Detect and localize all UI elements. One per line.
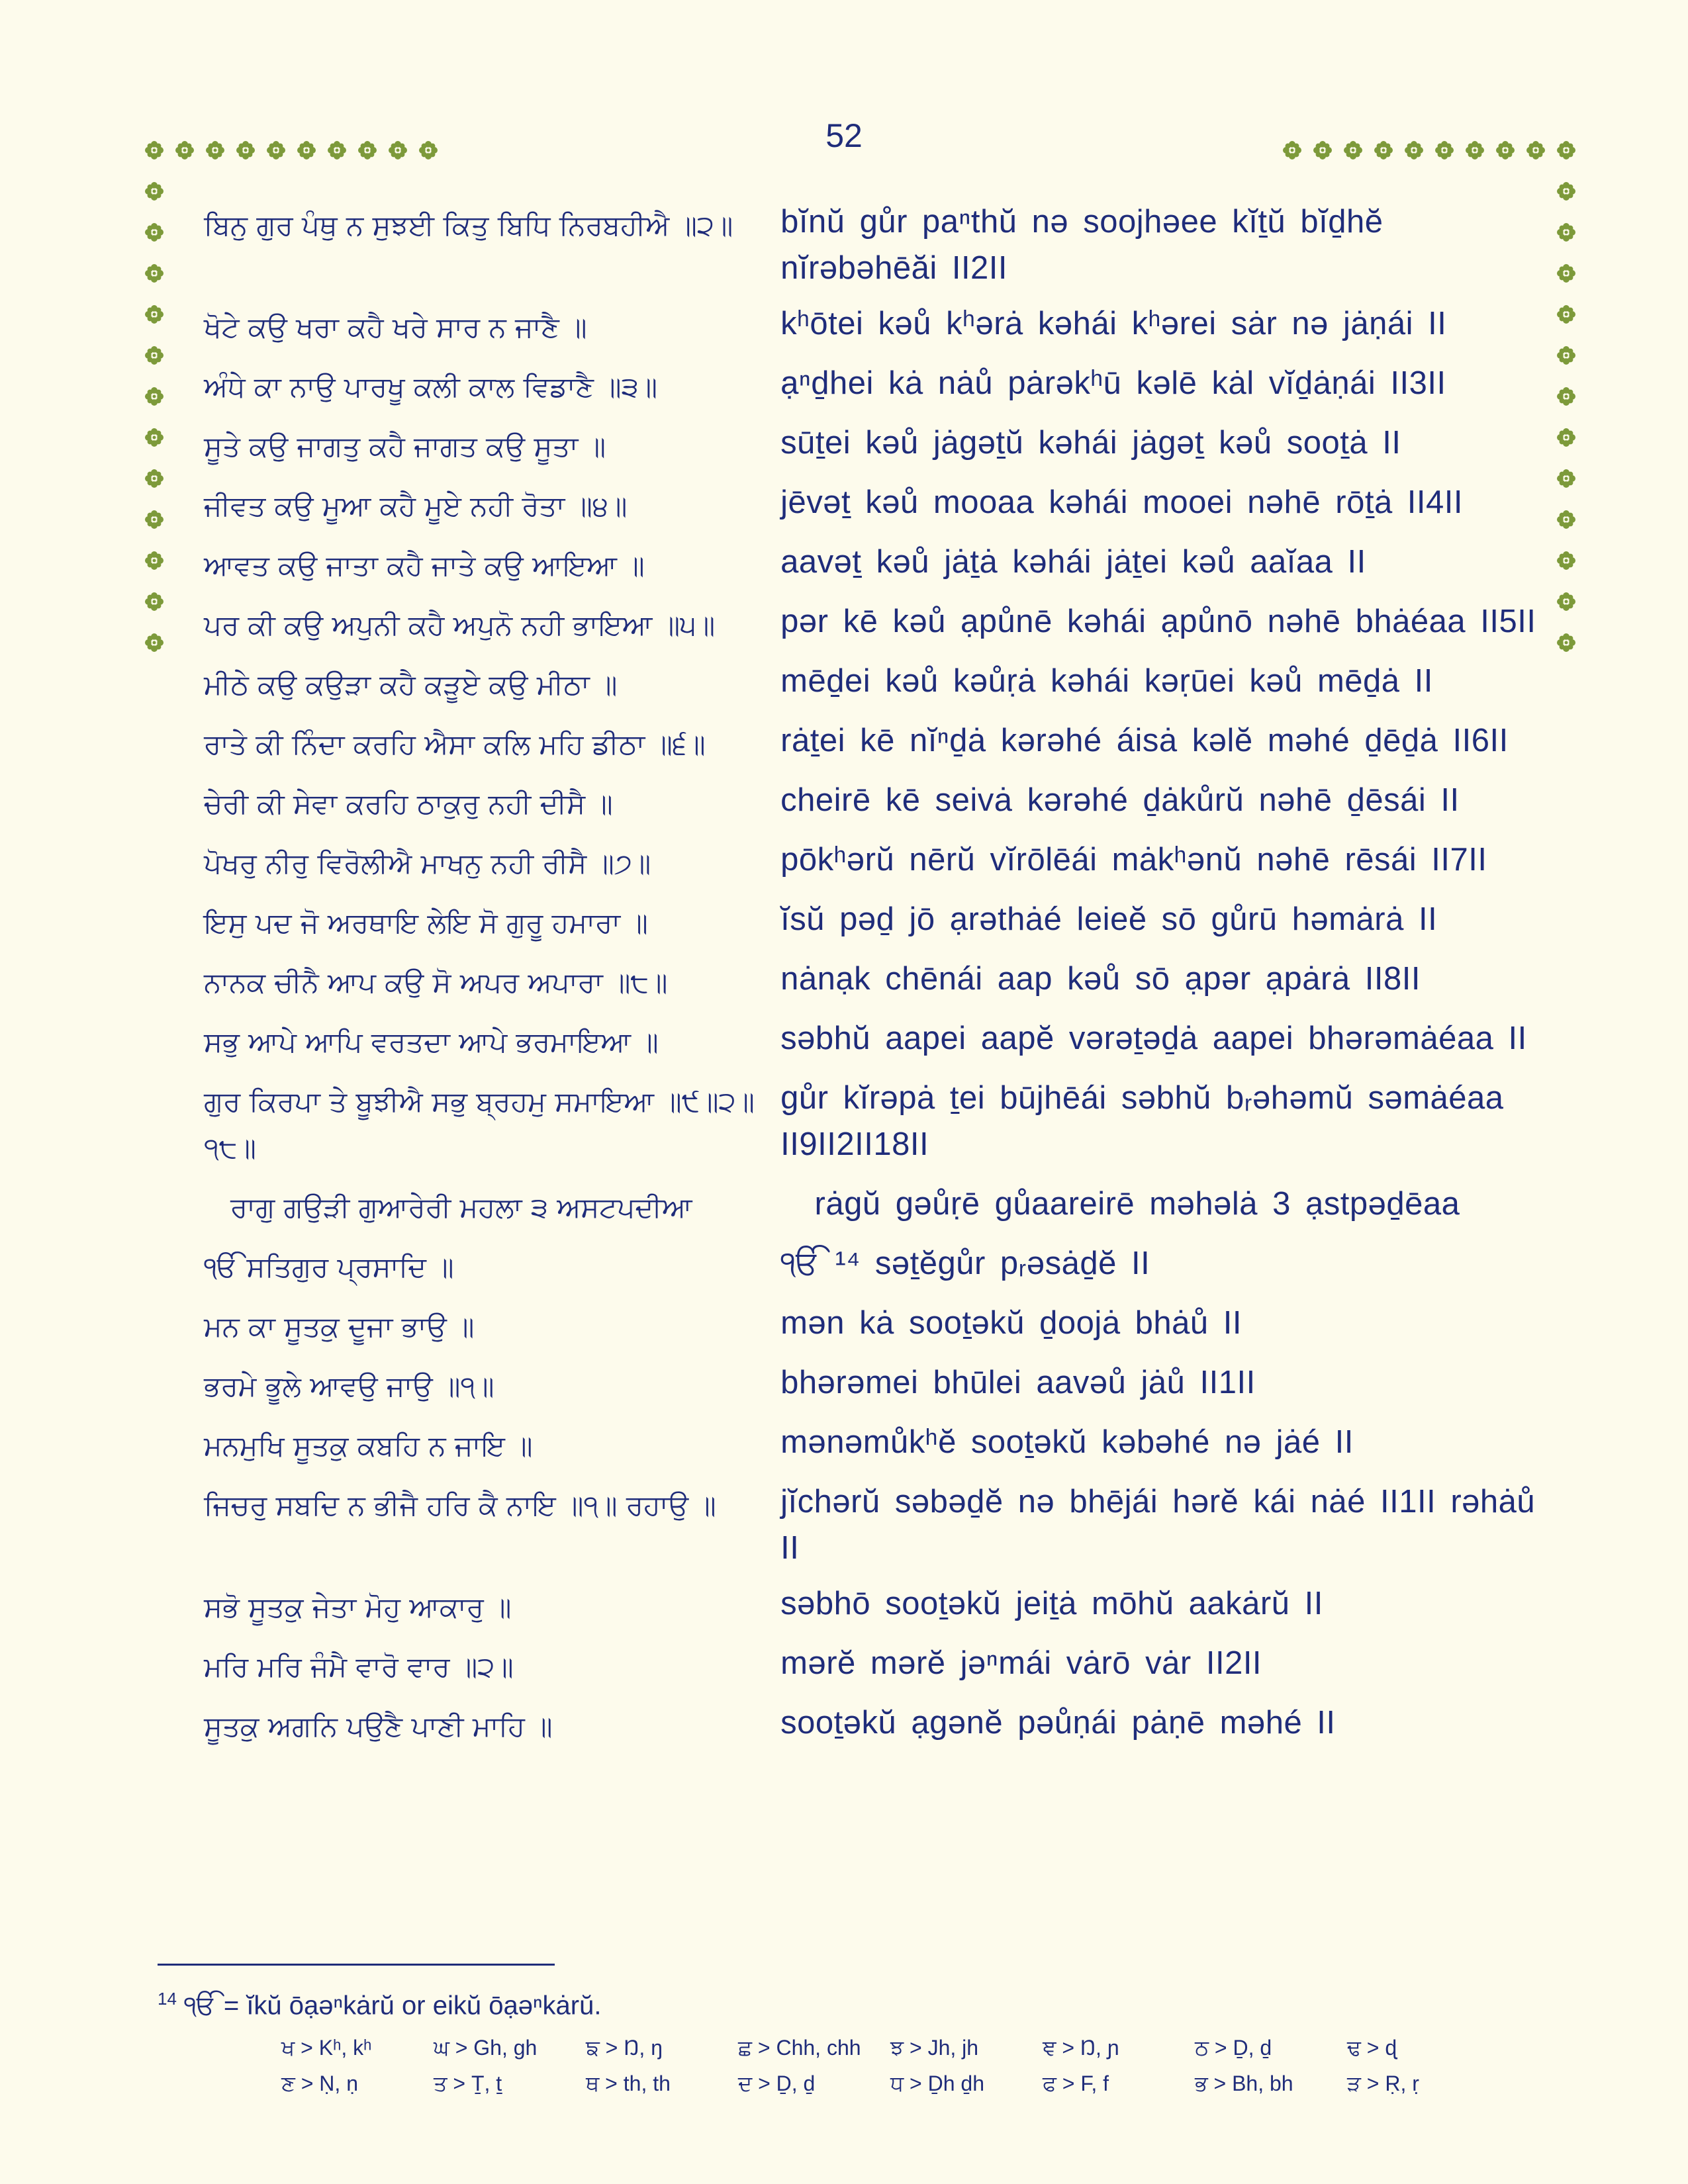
flower-ornament-icon [1343, 140, 1363, 160]
verse-row [204, 1479, 1548, 1571]
flower-ornament-icon [1556, 387, 1576, 406]
transliteration-line: pōkʰərŭ nērŭ vĭrōlēái mȧkʰənŭ nəhē rēsái II7II [780, 842, 1487, 878]
flower-ornament-icon [1556, 181, 1576, 201]
flower-ornament-icon [1526, 140, 1546, 160]
key-entry: ਦ > Ḏ, ḏ [738, 2071, 816, 2095]
key-entry: ਖ > Kʰ, kʰ [281, 2036, 372, 2060]
verse-row [204, 658, 1548, 708]
verse-row [204, 598, 1548, 649]
flower-ornament-icon [144, 181, 164, 201]
key-entry: ਠ > Ḏ, ḏ [1195, 2036, 1272, 2060]
gurmukhi-line: ਸਭੋ ਸੂਤਕੁ ਜੇਤਾ ਮੋਹੁ ਆਕਾਰੁ ॥ [204, 1591, 512, 1623]
transliteration-line: ੴ ¹⁴ səṯĕgůr pᵣəsȧḏĕ II [780, 1246, 1150, 1281]
gurmukhi-line: ਮਰਿ ਮਰਿ ਜੰਮੈ ਵਾਰੋ ਵਾਰ ॥੨॥ [204, 1651, 514, 1683]
verse-row [204, 1015, 1548, 1066]
transliteration-line: jēvəṯ kəů mooaa kəhái mooei nəhē rōṯȧ II4II [780, 484, 1464, 520]
gurmukhi-line: ਮੀਠੇ ਕਉ ਕਉੜਾ ਕਹੈ ਕੜੂਏ ਕਉ ਮੀਠਾ ॥ [204, 668, 618, 701]
gurmukhi-line: ਮਨ ਕਾ ਸੂਤਕੁ ਦੂਜਾ ਭਾਉ ॥ [204, 1310, 475, 1343]
flower-ornament-icon [144, 592, 164, 612]
transliteration-line: gůr kĭrəpȧ ṯei būjhēái səbhŭ bᵣəhəmŭ səmȧéaa II9II2II18II [780, 1080, 1504, 1162]
flower-ornament-icon [297, 140, 316, 160]
transliteration-line: səbhŭ aapei aapĕ vərəṯəḏȧ aapei bhərəmȧéaa II [780, 1021, 1527, 1056]
flower-ornament-icon [144, 222, 164, 242]
flower-ornament-icon [418, 140, 438, 160]
key-entry: ਝ > Jh, jh [890, 2036, 979, 2060]
gurmukhi-line: ਜੀਵਤ ਕਉ ਮੂਆ ਕਹੈ ਮੂਏ ਨਹੀ ਰੋਤਾ ॥੪॥ [204, 490, 628, 522]
key-entry: ਛ > Chh, chh [738, 2036, 861, 2060]
key-entry: ਫ > F, f [1043, 2071, 1109, 2095]
flower-ornament-icon [1282, 140, 1302, 160]
flower-ornament-icon [144, 263, 164, 283]
flower-ornament-icon [144, 510, 164, 529]
flower-ornament-icon [144, 633, 164, 653]
footnote [158, 1979, 601, 2025]
verse-row [204, 1359, 1548, 1410]
transliteration-line: mēḏei kəů kəůṛȧ kəhái kəṛūei kəů mēḏȧ II [780, 663, 1433, 699]
flower-ornament-icon [1374, 140, 1393, 160]
transliteration-line: mənəmůkʰĕ sooṯəkŭ kəbəhé nə jȧé II [780, 1424, 1354, 1460]
flower-ornament-icon [144, 345, 164, 365]
transliteration-line: kʰōtei kəů kʰərȧ kəhái kʰərei sȧr nə jȧṇái II [780, 306, 1447, 341]
gurmukhi-line: ਸਭੁ ਆਪੇ ਆਪਿ ਵਰਤਦਾ ਆਪੇ ਭਰਮਾਇਆ ॥ [204, 1026, 659, 1058]
gurmukhi-line: ਆਵਤ ਕਉ ਜਾਤਾ ਕਹੈ ਜਾਤੇ ਕਉ ਆਇਆ ॥ [204, 549, 645, 582]
flower-ornament-icon [1556, 345, 1576, 365]
transliteration-line: rȧgŭ gəůṛē gůaareirē məhəlȧ 3 ạstpəḏēaa [814, 1186, 1460, 1222]
verse-row [204, 360, 1548, 410]
section-heading-row [204, 1181, 1548, 1231]
flower-ornament-icon [1556, 140, 1576, 160]
gurmukhi-line: ਰਾਤੇ ਕੀ ਨਿੰਦਾ ਕਰਹਿ ਐਸਾ ਕਲਿ ਮਹਿ ਡੀਠਾ ॥੬॥ [204, 728, 706, 760]
flower-ornament-icon [144, 387, 164, 406]
gurmukhi-line: ੴ ਸਤਿਗੁਰ ਪ੍ਰਸਾਦਿ ॥ [204, 1251, 454, 1283]
verse-row [204, 956, 1548, 1006]
key-entry: ਭ > Bh, bh [1195, 2071, 1293, 2095]
footnote-divider [158, 1964, 555, 1966]
flower-ornament-icon [144, 140, 164, 160]
transliteration-line: mən kȧ sooṯəkŭ ḏoojȧ bhȧů II [780, 1305, 1243, 1341]
transliteration-line: sūṯei kəů jȧgəṯŭ kəhái jȧgəṯ kəů sooṯȧ II [780, 425, 1401, 461]
flower-ornament-icon [266, 140, 286, 160]
key-entry: ਢ > ɖ [1347, 2036, 1397, 2060]
transliteration-line: bhərəmei bhūlei aavəů jȧů II1II [780, 1365, 1256, 1400]
gurmukhi-line: ਸੂਤੇ ਕਉ ਜਾਗਤੁ ਕਹੈ ਜਾਗਤ ਕਉ ਸੂਤਾ ॥ [204, 430, 606, 463]
key-entry: ਞ > Ŋ, ɲ [1043, 2036, 1119, 2060]
flower-ornament-icon [144, 428, 164, 447]
verse-row [204, 896, 1548, 946]
flower-ornament-icon [205, 140, 225, 160]
flower-ornament-icon [1556, 633, 1576, 653]
transliteration-line: mərĕ mərĕ jəⁿmái vȧrō vȧr II2II [780, 1645, 1262, 1681]
flower-ornament-icon [144, 304, 164, 324]
page-number: 52 [825, 117, 863, 154]
footnote-text: ੴ = ĭkŭ ōạəⁿkȧrŭ or eikŭ ōạəⁿkȧrŭ. [184, 1991, 602, 2021]
gurmukhi-line: ਨਾਨਕ ਚੀਨੈ ਆਪ ਕਉ ਸੋ ਅਪਰ ਅਪਾਰਾ ॥੮॥ [204, 966, 668, 999]
flower-ornament-icon [236, 140, 256, 160]
key-entry: ਥ > th, th [586, 2071, 671, 2095]
verse-row [204, 420, 1548, 470]
verse-row [204, 300, 1548, 351]
verse-row [204, 717, 1548, 768]
gurmukhi-line: ਅੰਧੇ ਕਾ ਨਾਉ ਪਾਰਖੂ ਕਲੀ ਕਾਲ ਵਿਡਾਣੈ ॥੩॥ [204, 371, 658, 403]
flower-ornament-icon [144, 551, 164, 570]
key-entry: ਧ > Ḏh ḏh [890, 2071, 985, 2095]
gurmukhi-line: ਬਿਨੁ ਗੁਰ ਪੰਥੁ ਨ ਸੁਝਈ ਕਿਤੁ ਬਿਧਿ ਨਿਰਬਹੀਐ ॥੨॥ [204, 209, 733, 242]
flower-ornament-icon [1404, 140, 1424, 160]
transliteration-line: rȧṯei kē nĭⁿḏȧ kərəhé áisȧ kəlĕ məhé ḏēḏȧ II6II [780, 723, 1509, 758]
flower-ornament-icon [1434, 140, 1454, 160]
gurmukhi-line: ਪੋਖਰੁ ਨੀਰੁ ਵਿਰੋਲੀਐ ਮਾਖਨੁ ਨਹੀ ਰੀਸੈ ॥੭॥ [204, 847, 651, 880]
flower-ornament-icon [1556, 551, 1576, 570]
verse-row [204, 199, 1548, 291]
key-entry: ਣ > Ṇ, ṇ [281, 2071, 358, 2095]
flower-ornament-icon [1556, 592, 1576, 612]
transliteration-line: jĭchərŭ səbəḏĕ nə bhējái hərĕ kái nȧé II1II rəhȧů II [780, 1484, 1536, 1566]
flower-ornament-icon [144, 469, 164, 488]
transliteration-line: səbhō sooṯəkŭ jeiṯȧ mōhŭ aakȧrŭ II [780, 1586, 1323, 1621]
key-entry: ਙ > Ŋ, ŋ [586, 2036, 663, 2060]
key-entry: ੜ > Ṛ, ṛ [1347, 2071, 1419, 2095]
verse-row [204, 1640, 1548, 1690]
key-entry: ਘ > Gh, gh [434, 2036, 538, 2060]
flower-ornament-icon [1495, 140, 1515, 160]
verse-row [204, 777, 1548, 827]
gurmukhi-line: ਜਿਚਰੁ ਸਬਦਿ ਨ ਭੀਜੈ ਹਰਿ ਕੈ ਨਾਇ ॥੧॥ ਰਹਾਉ ॥ [204, 1489, 716, 1522]
verse-row [204, 1300, 1548, 1350]
verse-table [204, 199, 1548, 1759]
verse-row [204, 1240, 1548, 1291]
verse-row [204, 1700, 1548, 1750]
transliteration-line: sooṯəkŭ ạgənĕ pəůṇái pȧṇē məhé II [780, 1705, 1336, 1741]
gurmukhi-line: ਪਰ ਕੀ ਕਉ ਅਪੁਨੀ ਕਹੈ ਅਪੁਨੋ ਨਹੀ ਭਾਇਆ ॥੫॥ [204, 609, 716, 641]
transliteration-line: aavəṯ kəů jȧṯȧ kəhái jȧṯei kəů aaĭaa II [780, 544, 1366, 580]
transliteration-key [281, 2032, 1506, 2099]
verse-row [204, 837, 1548, 887]
gurmukhi-line: ਗੁਰ ਕਿਰਪਾ ਤੇ ਬੂਝੀਐ ਸਭੁ ਬ੍ਰਹਮੁ ਸਮਾਇਆ ॥੯॥੨॥੧੮॥ [204, 1085, 755, 1164]
transliteration-line: ạⁿḏhei kȧ nȧů pȧrəkʰū kəlē kȧl vĭḏȧṇái II3II [780, 365, 1446, 401]
key-entry: ਤ > Ṯ, ṯ [434, 2071, 502, 2095]
verse-row [204, 479, 1548, 529]
flower-ornament-icon [1556, 510, 1576, 529]
flower-ornament-icon [1313, 140, 1333, 160]
gurmukhi-line: ਮਨਮੁਖਿ ਸੂਤਕੁ ਕਬਹਿ ਨ ਜਾਇ ॥ [204, 1430, 533, 1462]
gurmukhi-line: ਸੂਤਕੁ ਅਗਨਿ ਪਉਣੈ ਪਾਣੀ ਮਾਹਿ ॥ [204, 1710, 553, 1743]
flower-ornament-icon [1556, 469, 1576, 488]
flower-ornament-icon [1556, 263, 1576, 283]
transliteration-line: nȧnạk chēnái aap kəů sō ạpər ạpȧrȧ II8II [780, 961, 1421, 997]
flower-ornament-icon [1556, 428, 1576, 447]
footnote-marker: 14 [158, 1989, 177, 2009]
flower-ornament-icon [327, 140, 347, 160]
verse-row [204, 1075, 1548, 1171]
verse-row [204, 539, 1548, 589]
gurmukhi-line: ਭਰਮੇ ਭੂਲੇ ਆਵਉ ਜਾਉ ॥੧॥ [204, 1370, 494, 1402]
gurmukhi-line: ਖੋਟੇ ਕਉ ਖਰਾ ਕਹੈ ਖਰੇ ਸਾਰ ਨ ਜਾਣੈ ॥ [204, 311, 587, 343]
flower-ornament-icon [1556, 222, 1576, 242]
transliteration-line: cheirē kē seivȧ kərəhé ḏȧkůrŭ nəhē ḏēsái II [780, 782, 1460, 818]
verse-row [204, 1580, 1548, 1631]
gurmukhi-line: ਇਸੁ ਪਦ ਜੋ ਅਰਥਾਇ ਲੇਇ ਸੋ ਗੁਰੂ ਹਮਾਰਾ ॥ [204, 907, 648, 939]
gurmukhi-line: ਚੇਰੀ ਕੀ ਸੇਵਾ ਕਰਹਿ ਠਾਕੁਰੁ ਨਹੀ ਦੀਸੈ ॥ [204, 788, 613, 820]
transliteration-line: bĭnŭ gůr paⁿthŭ nə soojhəee kĭṯŭ bĭḏhĕ nĭrəbəhēăi II2II [780, 204, 1383, 286]
gurmukhi-line: ਰਾਗੁ ਗਉੜੀ ਗੁਆਰੇਰੀ ਮਹਲਾ ੩ ਅਸਟਪਦੀਆ [230, 1191, 692, 1224]
flower-ornament-icon [175, 140, 195, 160]
flower-ornament-icon [357, 140, 377, 160]
transliteration-line: ĭsŭ pəḏ jō ạrəthȧé leieĕ sō gůrū həmȧrȧ II [780, 901, 1438, 937]
flower-ornament-icon [1465, 140, 1485, 160]
flower-ornament-icon [1556, 304, 1576, 324]
transliteration-line: pər kē kəů ạpůnē kəhái ạpůnō nəhē bhȧéaa II5II [780, 604, 1536, 639]
verse-row [204, 1419, 1548, 1469]
flower-ornament-icon [388, 140, 408, 160]
